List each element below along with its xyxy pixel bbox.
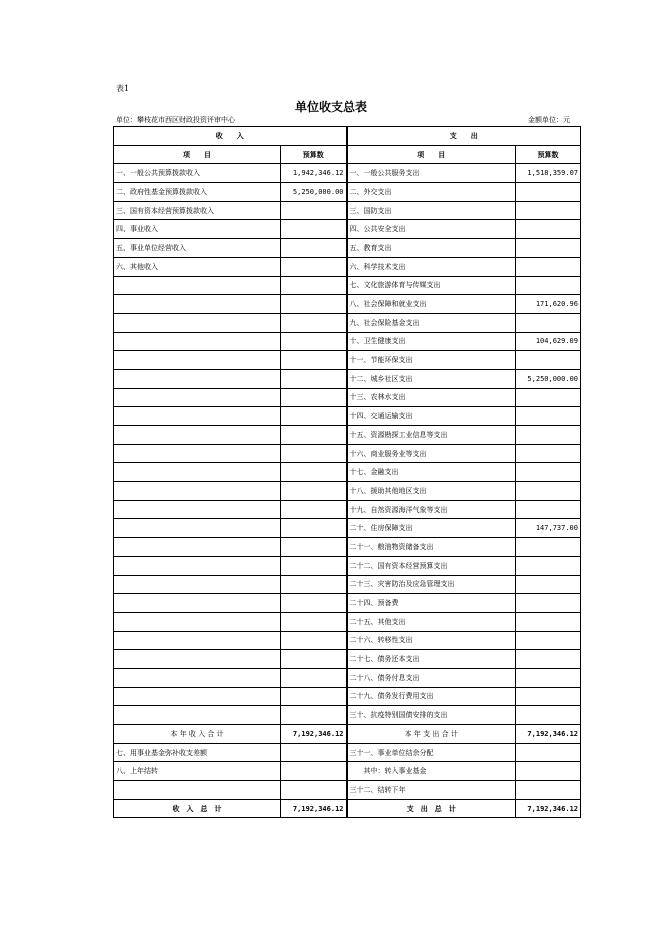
income-amount-cell: [281, 332, 347, 351]
expense-item-cell: 三十一、事业单位结余分配: [347, 743, 516, 762]
expense-item-cell: 二十六、转移性支出: [347, 631, 516, 650]
expense-amount-cell: [516, 426, 581, 445]
income-item-cell: [114, 295, 281, 314]
income-amount-cell: [281, 407, 347, 426]
income-amount-cell: [281, 463, 347, 482]
expense-amount-cell: 1,518,359.07: [516, 164, 581, 183]
expense-amount-cell: [516, 239, 581, 258]
income-amount-cell: [281, 369, 347, 388]
expense-amount-cell: [516, 650, 581, 669]
expense-amount-cell: [516, 556, 581, 575]
income-item-cell: [114, 407, 281, 426]
income-amount-cell: [281, 295, 347, 314]
year-income-total-label: 本 年 收 入 合 计: [114, 725, 281, 744]
income-item-cell: [114, 781, 281, 800]
income-item-cell: [114, 668, 281, 687]
table-row: [114, 631, 581, 650]
income-amount-cell: [281, 257, 347, 276]
expense-amount-cell: [516, 482, 581, 501]
income-item-cell: [114, 313, 281, 332]
expense-item-cell: 二、外交支出: [347, 183, 516, 202]
expense-item-cell: 二十九、债务发行费用支出: [347, 687, 516, 706]
expense-item-cell: 三十、抗疫特别国债安排的支出: [347, 706, 516, 725]
income-item-cell: [114, 612, 281, 631]
income-amount-cell: 1,942,346.12: [281, 164, 347, 183]
table-row: [114, 444, 581, 463]
income-grand-total-amount: 7,192,346.12: [281, 799, 347, 818]
amount-unit-label: 金额单位：元: [528, 116, 570, 124]
expense-item-cell: 七、文化旅游体育与传媒支出: [347, 276, 516, 295]
income-group-header: 收 入: [114, 127, 347, 146]
income-item-cell: [114, 687, 281, 706]
expense-budget-header: 预算数: [516, 145, 581, 164]
expense-amount-cell: [516, 183, 581, 202]
table-row: [114, 538, 581, 557]
income-amount-cell: 5,250,000.00: [281, 183, 347, 202]
table-row: [114, 612, 581, 631]
income-amount-cell: [281, 612, 347, 631]
income-item-cell: [114, 463, 281, 482]
expense-item-cell: 其中：转入事业基金: [347, 762, 516, 781]
income-item-cell: [114, 444, 281, 463]
expense-item-header: 项 目: [347, 145, 516, 164]
income-item-cell: [114, 650, 281, 669]
expense-amount-cell: [516, 781, 581, 800]
expense-amount-cell: [516, 220, 581, 239]
expense-amount-cell: [516, 687, 581, 706]
table-row: [114, 781, 581, 800]
expense-item-cell: 六、科学技术支出: [347, 257, 516, 276]
expense-amount-cell: [516, 706, 581, 725]
unit-label: 单位：攀枝花市西区财政投资评审中心: [116, 116, 235, 124]
income-amount-cell: [281, 575, 347, 594]
expense-item-cell: 十一、节能环保支出: [347, 351, 516, 370]
income-grand-total-label: 收 入 总 计: [114, 799, 281, 818]
income-amount-cell: [281, 743, 347, 762]
income-item-cell: [114, 631, 281, 650]
income-item-cell: 六、其他收入: [114, 257, 281, 276]
income-amount-cell: [281, 594, 347, 613]
table-row: [114, 407, 581, 426]
expense-item-cell: 三、国防支出: [347, 201, 516, 220]
table-row: [114, 650, 581, 669]
income-amount-cell: [281, 538, 347, 557]
income-item-cell: [114, 482, 281, 501]
expense-item-cell: 二十七、债务还本支出: [347, 650, 516, 669]
year-expense-total-label: 本 年 支 出 合 计: [347, 725, 516, 744]
expense-amount-cell: [516, 313, 581, 332]
expense-amount-cell: [516, 538, 581, 557]
budget-summary-table: [113, 126, 581, 818]
income-item-cell: [114, 276, 281, 295]
expense-amount-cell: [516, 201, 581, 220]
expense-amount-cell: [516, 762, 581, 781]
expense-item-cell: 十三、农林水支出: [347, 388, 516, 407]
table-row: [114, 500, 581, 519]
income-item-cell: 三、国有资本经营预算拨款收入: [114, 201, 281, 220]
expense-amount-cell: [516, 743, 581, 762]
table-row: [114, 519, 581, 538]
expense-amount-cell: 104,629.09: [516, 332, 581, 351]
income-amount-cell: [281, 444, 347, 463]
income-amount-cell: [281, 239, 347, 258]
expense-amount-cell: 5,250,000.00: [516, 369, 581, 388]
expense-grand-total-amount: 7,192,346.12: [516, 799, 581, 818]
column-header-row: [114, 145, 581, 164]
expense-amount-cell: [516, 463, 581, 482]
income-item-cell: 八、上年结转: [114, 762, 281, 781]
table-row: [114, 369, 581, 388]
table-row: [114, 668, 581, 687]
table-row: [114, 220, 581, 239]
expense-item-cell: 二十一、粮油物资储备支出: [347, 538, 516, 557]
expense-amount-cell: [516, 631, 581, 650]
expense-item-cell: 五、教育支出: [347, 239, 516, 258]
year-total-row: [114, 725, 581, 744]
income-item-cell: [114, 426, 281, 445]
income-item-cell: [114, 351, 281, 370]
income-item-cell: [114, 332, 281, 351]
income-item-cell: 二、政府性基金预算拨款收入: [114, 183, 281, 202]
income-amount-cell: [281, 706, 347, 725]
income-item-cell: [114, 519, 281, 538]
income-item-cell: [114, 706, 281, 725]
table-row: [114, 351, 581, 370]
expense-amount-cell: 171,620.96: [516, 295, 581, 314]
income-budget-header: 预算数: [281, 145, 347, 164]
income-item-header: 项 目: [114, 145, 281, 164]
table-row: [114, 295, 581, 314]
income-amount-cell: [281, 781, 347, 800]
income-amount-cell: [281, 220, 347, 239]
table-row: [114, 332, 581, 351]
expense-item-cell: 一、一般公共服务支出: [347, 164, 516, 183]
grand-total-row: [114, 799, 581, 818]
income-amount-cell: [281, 687, 347, 706]
expense-amount-cell: [516, 407, 581, 426]
expense-amount-cell: [516, 500, 581, 519]
expense-amount-cell: [516, 594, 581, 613]
expense-amount-cell: [516, 668, 581, 687]
expense-grand-total-label: 支 出 总 计: [347, 799, 516, 818]
expense-item-cell: 十四、交通运输支出: [347, 407, 516, 426]
income-amount-cell: [281, 351, 347, 370]
income-item-cell: 五、事业单位经营收入: [114, 239, 281, 258]
table-row: [114, 426, 581, 445]
table-row: [114, 183, 581, 202]
expense-amount-cell: [516, 575, 581, 594]
expense-amount-cell: [516, 276, 581, 295]
expense-item-cell: 十七、金融支出: [347, 463, 516, 482]
table-row: [114, 463, 581, 482]
expense-item-cell: 二十八、债务付息支出: [347, 668, 516, 687]
expense-amount-cell: [516, 257, 581, 276]
group-header-row: [114, 127, 581, 146]
expense-item-cell: 二十五、其他支出: [347, 612, 516, 631]
table-row: [114, 594, 581, 613]
table-row: [114, 313, 581, 332]
income-amount-cell: [281, 201, 347, 220]
expense-group-header: 支 出: [347, 127, 581, 146]
income-amount-cell: [281, 762, 347, 781]
income-amount-cell: [281, 482, 347, 501]
table-row: [114, 762, 581, 781]
income-amount-cell: [281, 276, 347, 295]
table-row: [114, 276, 581, 295]
income-item-cell: [114, 575, 281, 594]
income-amount-cell: [281, 631, 347, 650]
expense-item-cell: 十八、援助其他地区支出: [347, 482, 516, 501]
table-row: [114, 388, 581, 407]
income-item-cell: 四、事业收入: [114, 220, 281, 239]
income-item-cell: [114, 556, 281, 575]
expense-amount-cell: [516, 388, 581, 407]
table-row: [114, 556, 581, 575]
table-row: [114, 239, 581, 258]
income-amount-cell: [281, 426, 347, 445]
year-expense-total-amount: 7,192,346.12: [516, 725, 581, 744]
year-income-total-amount: 7,192,346.12: [281, 725, 347, 744]
expense-item-cell: 二十四、预备费: [347, 594, 516, 613]
income-amount-cell: [281, 668, 347, 687]
income-item-cell: [114, 388, 281, 407]
expense-item-cell: 二十、住房保障支出: [347, 519, 516, 538]
expense-item-cell: 十九、自然资源海洋气象等支出: [347, 500, 516, 519]
expense-amount-cell: [516, 351, 581, 370]
income-item-cell: [114, 538, 281, 557]
income-amount-cell: [281, 500, 347, 519]
income-item-cell: [114, 500, 281, 519]
expense-item-cell: 十二、城乡社区支出: [347, 369, 516, 388]
table-row: [114, 687, 581, 706]
income-amount-cell: [281, 388, 347, 407]
page-title: 单位收支总表: [294, 100, 367, 114]
expense-amount-cell: 147,737.00: [516, 519, 581, 538]
table-number: 表1: [116, 84, 130, 93]
expense-item-cell: 八、社会保障和就业支出: [347, 295, 516, 314]
income-item-cell: [114, 369, 281, 388]
table-row: [114, 201, 581, 220]
income-item-cell: 七、用事业基金弥补收支差额: [114, 743, 281, 762]
table-row: [114, 743, 581, 762]
income-amount-cell: [281, 556, 347, 575]
table-row: [114, 706, 581, 725]
expense-item-cell: 二十三、灾害防治及应急管理支出: [347, 575, 516, 594]
expense-item-cell: 九、社会保险基金支出: [347, 313, 516, 332]
expense-item-cell: 二十二、国有资本经营预算支出: [347, 556, 516, 575]
table-row: [114, 164, 581, 183]
expense-item-cell: 十六、商业服务业等支出: [347, 444, 516, 463]
expense-item-cell: 十、卫生健康支出: [347, 332, 516, 351]
income-amount-cell: [281, 313, 347, 332]
table-row: [114, 482, 581, 501]
table-row: [114, 575, 581, 594]
expense-item-cell: 十五、资源勘探工业信息等支出: [347, 426, 516, 445]
expense-item-cell: 四、公共安全支出: [347, 220, 516, 239]
expense-item-cell: 三十二、结转下年: [347, 781, 516, 800]
expense-amount-cell: [516, 444, 581, 463]
income-item-cell: 一、一般公共预算拨款收入: [114, 164, 281, 183]
income-amount-cell: [281, 519, 347, 538]
income-amount-cell: [281, 650, 347, 669]
expense-amount-cell: [516, 612, 581, 631]
table-row: [114, 257, 581, 276]
income-item-cell: [114, 594, 281, 613]
